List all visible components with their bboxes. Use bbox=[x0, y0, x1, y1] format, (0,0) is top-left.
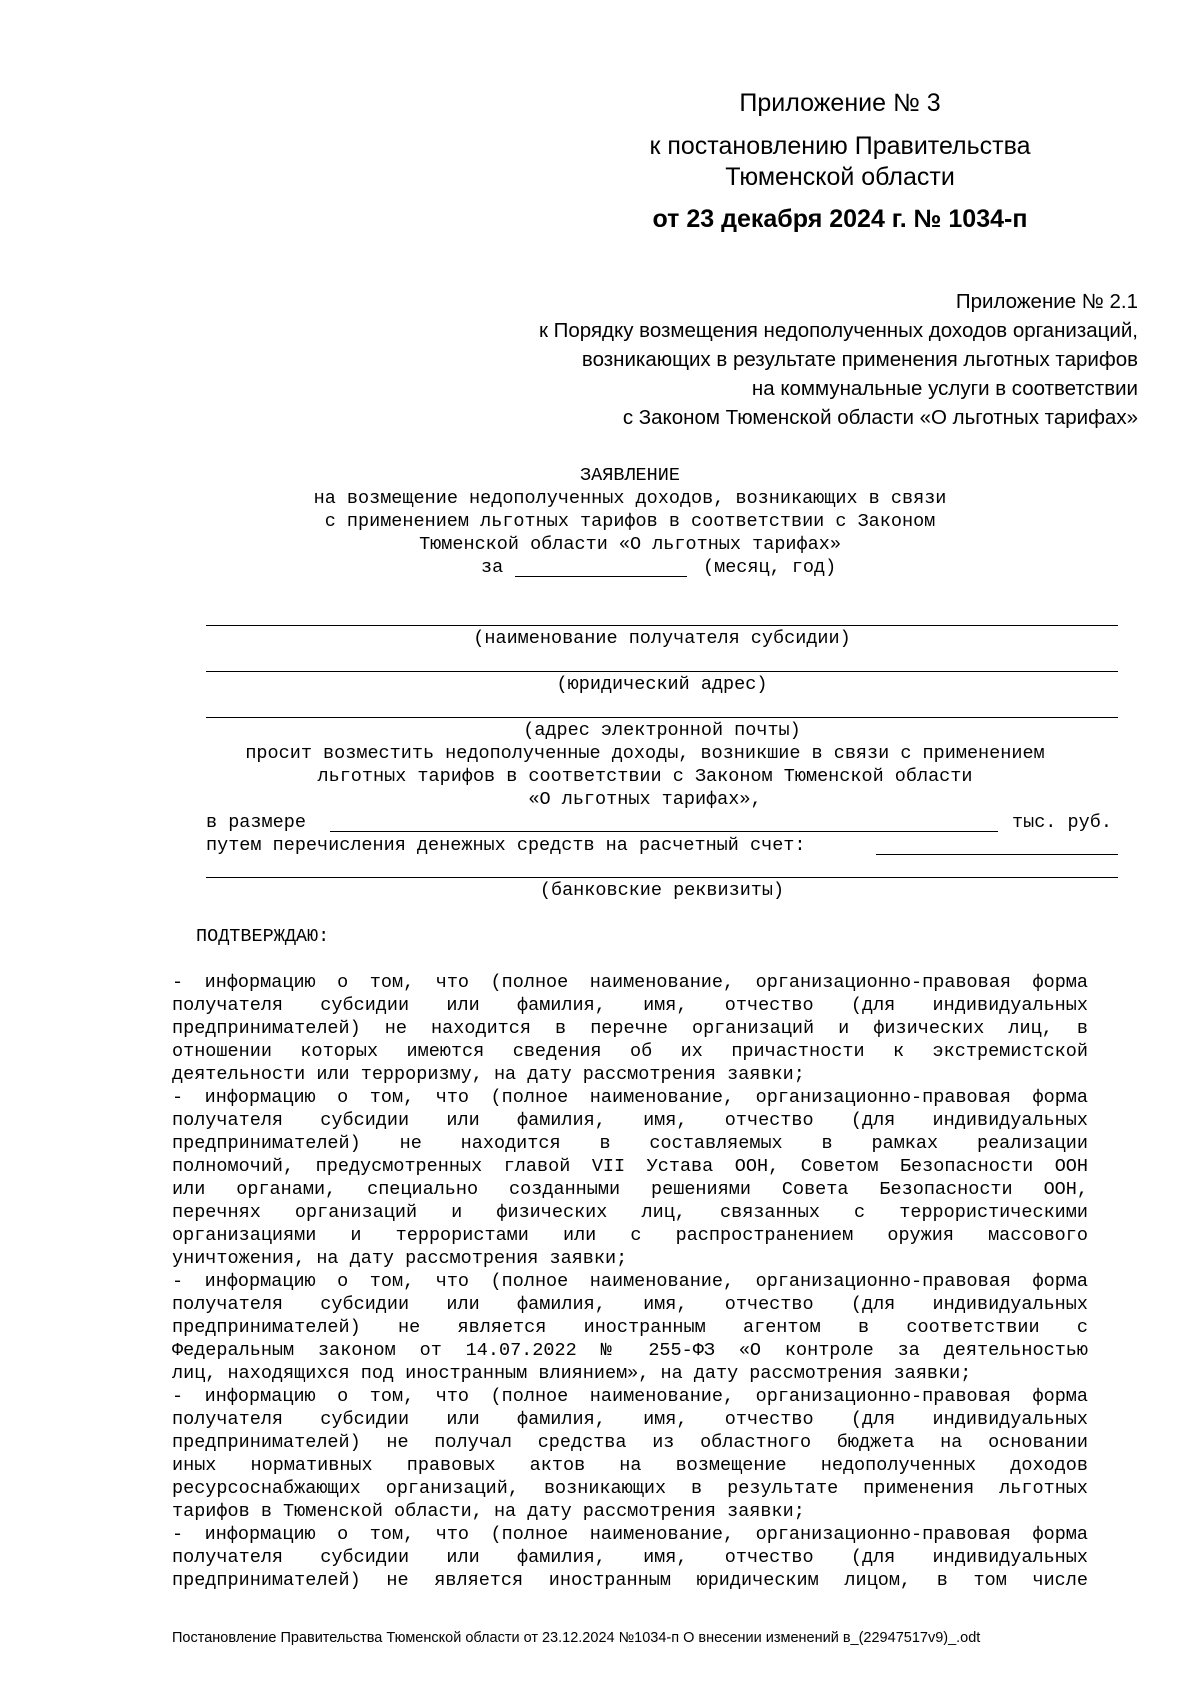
request-line: просит возместить недополученные доходы, возникшие в связи с применением bbox=[245, 743, 1045, 764]
appendix-3-line-2: Тюменской области bbox=[725, 163, 955, 191]
appendix-21-line: с Законом Тюменской области «О льготных тарифах» bbox=[622, 406, 1138, 429]
amount-prefix: в размере bbox=[206, 812, 306, 833]
paragraph-line: предпринимателей) не находится в перечне организаций и физических лиц, в bbox=[172, 1018, 1088, 1039]
appendix-3-date-number: от 23 декабря 2024 г. № 1034-п bbox=[652, 205, 1028, 233]
paragraph-line: тарифов в Тюменской области, на дату рассмотрения заявки; bbox=[172, 1501, 805, 1522]
account-blank[interactable] bbox=[876, 854, 1118, 855]
form-subtitle-line: на возмещение недополученных доходов, возникающих в связи bbox=[313, 488, 947, 509]
paragraph-line: предпринимателей) не находится в составляемых в рамках реализации bbox=[172, 1133, 1088, 1154]
paragraph-line: - информацию о том, что (полное наименование, организационно-правовая форма bbox=[172, 1271, 1088, 1292]
request-line: «О льготных тарифах», bbox=[528, 789, 762, 810]
paragraph-line: лиц, находящихся под иностранным влиянием», на дату рассмотрения заявки; bbox=[172, 1363, 972, 1384]
form-subtitle-line: с применением льготных тарифов в соответствии с Законом bbox=[324, 511, 936, 532]
paragraph-line: уничтожения, на дату рассмотрения заявки; bbox=[172, 1248, 628, 1269]
paragraph-line: или органами, специально созданными решениями Совета Безопасности ООН, bbox=[172, 1179, 1088, 1200]
paragraph-line: отношении которых имеются сведения об их причастности к экстремистской bbox=[172, 1041, 1088, 1062]
paragraph-line: предпринимателей) не получал средства из областного бюджета на основании bbox=[172, 1432, 1088, 1453]
amount-suffix: тыс. руб. bbox=[1012, 812, 1112, 833]
appendix-3-line-1: к постановлению Правительства bbox=[649, 132, 1031, 160]
form-title: ЗАЯВЛЕНИЕ bbox=[580, 465, 680, 486]
confirm-heading: ПОДТВЕРЖДАЮ: bbox=[196, 926, 330, 947]
paragraph-line: - информацию о том, что (полное наименование, организационно-правовая форма bbox=[172, 1524, 1088, 1545]
paragraph-line: организациями и террористами или с распространением оружия массового bbox=[172, 1225, 1088, 1246]
paragraph-line: полномочий, предусмотренных главой VII Устава ООН, Советом Безопасности ООН bbox=[172, 1156, 1088, 1177]
bank-label: (банковские реквизиты) bbox=[539, 880, 785, 901]
request-line: льготных тарифов в соответствии с Законом Тюменской области bbox=[317, 766, 973, 787]
paragraph-line: иных нормативных правовых актов на возмещение недополученных доходов bbox=[172, 1455, 1088, 1476]
period-blank[interactable] bbox=[515, 576, 687, 577]
paragraph-line: - информацию о том, что (полное наименование, организационно-правовая форма bbox=[172, 972, 1088, 993]
email-blank[interactable] bbox=[206, 717, 1118, 718]
bank-blank[interactable] bbox=[206, 877, 1118, 878]
period-suffix: (месяц, год) bbox=[703, 557, 837, 578]
paragraph-line: получателя субсидии или фамилия, имя, отчество (для индивидуальных bbox=[172, 1110, 1088, 1131]
paragraph-line: - информацию о том, что (полное наименование, организационно-правовая форма bbox=[172, 1386, 1088, 1407]
period-prefix: за bbox=[481, 557, 504, 578]
appendix-21-line: на коммунальные услуги в соответствии bbox=[751, 377, 1138, 400]
recipient-blank[interactable] bbox=[206, 625, 1118, 626]
paragraph-line: - информацию о том, что (полное наименование, организационно-правовая форма bbox=[172, 1087, 1088, 1108]
paragraph-line: получателя субсидии или фамилия, имя, отчество (для индивидуальных bbox=[172, 1294, 1088, 1315]
paragraph-line: ресурсоснабжающих организаций, возникающих в результате применения льготных bbox=[172, 1478, 1088, 1499]
paragraph-line: предпринимателей) не является иностранным юридическим лицом, в том числе bbox=[172, 1570, 1088, 1591]
transfer-text: путем перечисления денежных средств на расчетный счет: bbox=[206, 835, 806, 856]
amount-blank[interactable] bbox=[330, 831, 998, 832]
paragraph-line: получателя субсидии или фамилия, имя, отчество (для индивидуальных bbox=[172, 1547, 1088, 1568]
paragraph-line: предпринимателей) не является иностранным агентом в соответствии с bbox=[172, 1317, 1088, 1338]
paragraph-line: получателя субсидии или фамилия, имя, отчество (для индивидуальных bbox=[172, 995, 1088, 1016]
appendix-3-title: Приложение № 3 bbox=[739, 89, 941, 117]
email-label: (адрес электронной почты) bbox=[523, 720, 801, 741]
address-blank[interactable] bbox=[206, 671, 1118, 672]
paragraph-line: перечнях организаций и физических лиц, связанных с террористическими bbox=[172, 1202, 1088, 1223]
paragraph-line: получателя субсидии или фамилия, имя, отчество (для индивидуальных bbox=[172, 1409, 1088, 1430]
appendix-21-line: Приложение № 2.1 bbox=[955, 290, 1138, 313]
appendix-21-line: к Порядку возмещения недополученных доходов организаций, bbox=[538, 319, 1138, 342]
address-label: (юридический адрес) bbox=[556, 674, 768, 695]
document-footer: Постановление Правительства Тюменской области от 23.12.2024 №1034-п О внесении изменений в_(22947517v9)_.odt bbox=[172, 1630, 981, 1646]
appendix-21-line: возникающих в результате применения льготных тарифов bbox=[581, 348, 1138, 371]
paragraph-line: Федеральным законом от 14.07.2022 № 255-ФЗ «О контроле за деятельностью bbox=[172, 1340, 1088, 1361]
recipient-label: (наименование получателя субсидии) bbox=[473, 628, 851, 649]
form-subtitle-line: Тюменской области «О льготных тарифах» bbox=[419, 534, 841, 555]
paragraph-line: деятельности или терроризму, на дату рассмотрения заявки; bbox=[172, 1064, 805, 1085]
